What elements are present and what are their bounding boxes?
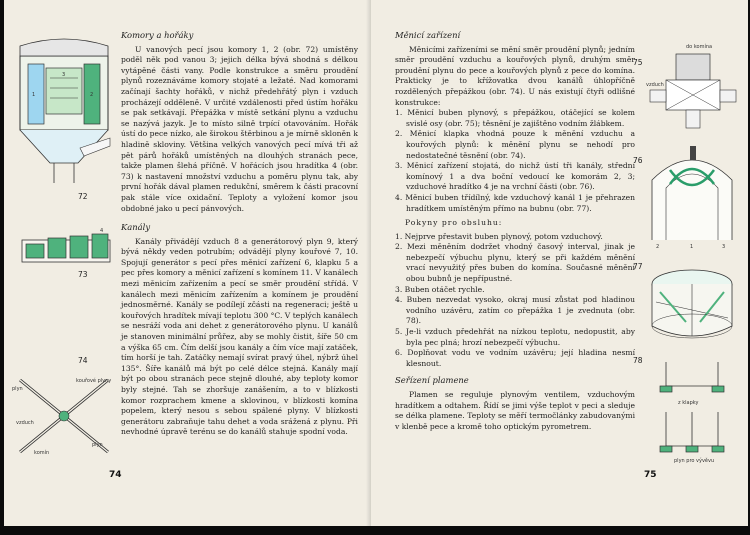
fig78-label-klapky: z klapky [678, 400, 699, 406]
fig75-label-komin: do komína [686, 44, 713, 50]
fig72-label-2: 2 [90, 92, 94, 98]
list-item: 2. Měnicí klapka vhodná pouze k měnění vzduchu a kouřových plynů: k měnění plynu se nehodí pro nedostatečné těsnění (obr. 74). [395, 129, 635, 160]
figure-74-number: 74 [78, 356, 88, 365]
fig76-label-3: 3 [722, 244, 726, 250]
left-page [4, 0, 372, 526]
section-heading-kanaly: Kanály [121, 222, 151, 233]
section-heading-pokyny: Pokyny pro obsluhu: [405, 218, 503, 228]
figure-75-number: 75 [633, 58, 643, 67]
pokyny-list [395, 232, 635, 370]
section-text-komory: U vanových pecí jsou komory 1, 2 (obr. 72) umístěny poděl něk pod vanou 3; jejich délka bývá shodná s délkou vytápěné části vany. Podle konstrukce a směru proudění plynů rozeznáváme komory stojaté a ležaté. Nad komorami začínají šachty hořáků, v nichž předehřátý plyn i vzduch procházejí odděleně. V určité vzdálenosti před ústím hořáku se pak setkávají. Přepážka v místě setkání plynu a vzduchu se nazývá jazyk. Je to místo silně trpící otavováním. Hořák ústí do pece nízko, ale širokou štěrbinou a je mírně skloněn k hladině skloviny. Většina velkých vanových pecí mívá tři až pět párů hořáků umístěných na dlouhých stranách pece, takže plamen šlehá příčně. V hořácích jsou hradítka 4 (obr. 73) k nastavení množství vzduchu a poměru plynu tak, aby první hořák dával plamen redukční, směrem k části pracovní pak stále více oxidační. Teploty a vyložení komor jsou obdobné jako u pecí pánvových. [121, 44, 358, 213]
fig74-label-plyn2: plyn [92, 442, 103, 448]
figure-77-number: 77 [633, 262, 643, 271]
fig72-label-1: 1 [32, 92, 36, 98]
fig72-label-3: 3 [62, 72, 66, 78]
list-item: 1. Měnicí buben plynový, s přepážkou, otáčející se kolem svislé osy (obr. 75); těsnění je zajištěno vodním žlábkem. [395, 108, 635, 128]
list-item: 2. Mezi měněním dodržet vhodný časový interval, jinak je nebezpečí výbuchu plynu, který se při každém měnění vrací nevyužitý přes buben do komína. Současné měnění obou bubnů je nepřípustné. [395, 242, 635, 284]
figure-72-furnace-diagram [14, 38, 114, 188]
fig76-label-2: 2 [656, 244, 660, 250]
section-heading-serizeni: Seřízení plamene [395, 375, 469, 386]
figure-76-standing-changer [646, 140, 738, 250]
figure-78-number: 78 [633, 356, 643, 365]
book-spread [4, 0, 748, 535]
list-item: 1. Nejprve přestavit buben plynový, potom vzduchový. [395, 231, 603, 241]
fig74-label-koure: kouřové plyny [76, 378, 112, 384]
left-text-column [121, 30, 358, 438]
fig73-label-4: 4 [100, 228, 104, 234]
fig76-label-1: 1 [690, 244, 694, 250]
right-page [371, 0, 748, 526]
fig78-label-vyveva: plyn pro vývěvu [674, 458, 715, 464]
section-heading-menici: Měnicí zařízení [395, 30, 461, 40]
list-item: 4. Buben nezvedat vysoko, okraj musí zůstat pod hladinou vodního uzávěru, zatím co přepážka 1 je zvednuta (obr. 78). [395, 295, 635, 326]
list-item: 5. Je-li vzduch předehřát na nízkou teplotu, nedopustit, aby byla pec plná; hrozí nebezpečí výbuchu. [395, 327, 635, 347]
left-page-number: 74 [109, 470, 122, 480]
fig74-label-komin: komín [34, 450, 50, 456]
list-item: 4. Měnicí buben třídílný, kde vzduchový kanál 1 je přehrazen hradítkem umístěným přímo na bubnu (obr. 77). [395, 192, 635, 213]
section-text-kanaly: Kanály přivádějí vzduch 8 a generátorový plyn 9, který bývá někdy veden potrubím; odvádějí plyny kouřové 7, 10. Spojují generátor s pecí přes měnicí zařízení 6, klapku 5 a pec přes komory a měnicí zařízení s komínem 11. V kanálech mezi měnicím zařízením a pecí se směr proudění střídá. V kanálech mezi měnicím zařízením a komínem je proudění jednosměrné. Kanály se podílejí zčásti na regeneraci; ještě u kouřových hradítek mívají teplotu 300 °C. V teplých kanálech se nesráží voda ani dehet z generátorového plynu. U kanálů je stanoven minimální průřez, aby se mohly čistit, šíře 50 cm a výška 65 cm. Čím delší jsou kanály a čím více mají zatáček, tím horší je tah. Zatáčky nemají svírat pravý úhel, nýbrž úhel 135°. Šíře kanálů má být po celé délce stejná. Kanály mají být po obou stranách pece stejně dlouhé, aby teploty komor byly stejné. Tah se zhoršuje zanášením, a to v blízkosti komor rozprachem kmene a sklovinou, v blízkosti komína popelem, který nesou s sebou spálené plyny. V blízkosti generátoru zabraňuje tahu dehet a voda srážená z plynu. Při nevhodné úpravě terénu se do kanálů stahuje spodní voda. [121, 236, 358, 437]
figure-77-three-part-drum [646, 262, 738, 352]
section-text-menici: Měnicími zařízeními se mění směr proudění plynů; jedním směr proudění vzduchu a kouřových plynů, druhým směr proudění plynu do pece a kouřových plynů z pece do komína. Prakticky je to křížovatka dvou kanálů úhlopříčně rozdělených přepážkou (obr. 74). U nás existují čtyři odlišné konstrukce: [395, 44, 635, 107]
right-page-number: 75 [644, 470, 657, 480]
fig74-label-vzduch: vzduch [16, 420, 34, 426]
figure-76-number: 76 [633, 156, 643, 165]
figure-73-number: 73 [78, 270, 88, 279]
right-text-column [395, 30, 635, 432]
fig74-label-plyn: plyn [12, 386, 23, 392]
list-item: 3. Měnicí zařízení stojatá, do nichž ústí tři kanály, střední komínový 1 a dva boční vedoucí ke komorám 2, 3; vzduchové hradítko 4 je na vrchní části (obr. 76). [395, 161, 635, 192]
figure-72-number: 72 [78, 192, 88, 201]
menici-list [395, 108, 635, 214]
chamber-1 [28, 64, 44, 124]
figure-74-crossing-diagram [12, 372, 117, 460]
section-text-serizeni: Plamen se reguluje plynovým ventilem, vzduchovým hradítkem a odtahem. Řídí se jimi výše teplot v peci a sleduje se délka plamene. Teploty se měří termočlánky zabudovanými v klenbě pece a kromě toho optickým pyrometrem. [395, 390, 635, 431]
figure-73-burner-diagram [20, 228, 112, 266]
figure-78-water-seal [646, 356, 738, 466]
list-item: 3. Buben otáčet rychle. [395, 284, 485, 294]
fig75-label-vzduch: vzduch [646, 82, 664, 88]
list-item: 6. Doplňovat vodu ve vodním uzávěru; její hladina nesmí klesnout. [395, 348, 635, 368]
section-heading-komory: Komory a hořáky [121, 30, 194, 40]
figure-75-drum-diagram [646, 40, 738, 130]
